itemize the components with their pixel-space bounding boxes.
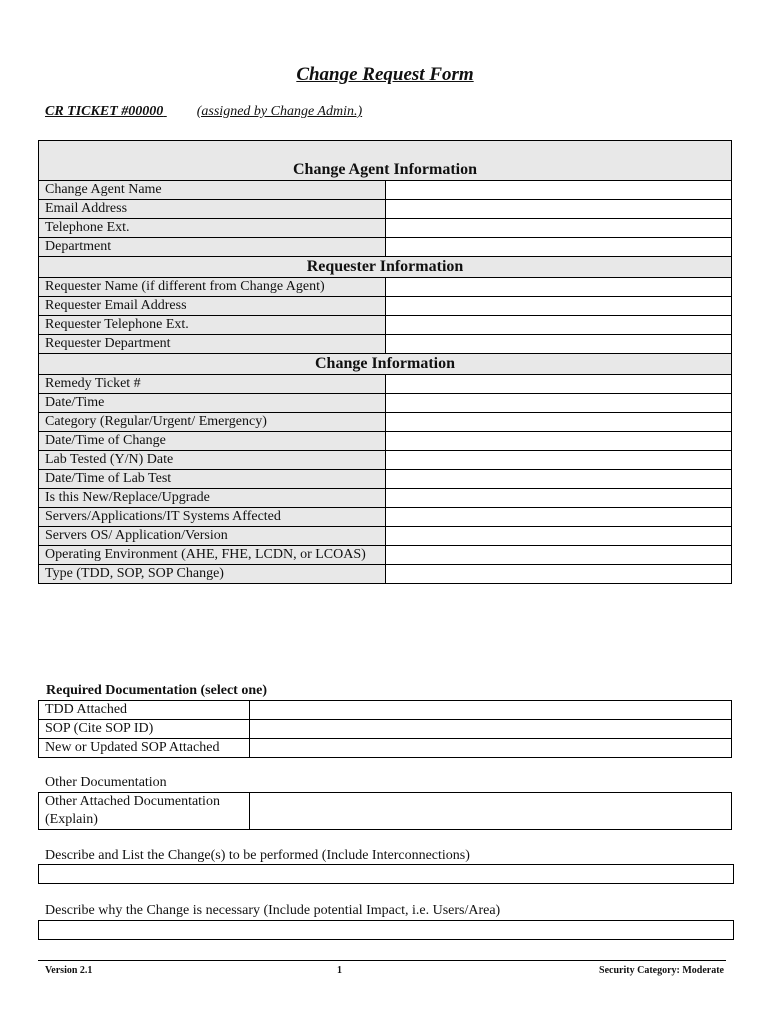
section-heading-requester: Requester Information [39,257,732,278]
telephone-ext-field[interactable] [385,219,732,238]
field-label: Requester Name (if different from Change Agent) [39,278,386,297]
table-row [39,238,732,257]
table-row [39,278,732,297]
field-label: TDD Attached [39,701,250,720]
table-row [39,316,732,335]
table-row [39,451,732,470]
field-label: Remedy Ticket # [39,375,386,394]
ticket-line [45,104,362,120]
department-field[interactable] [385,238,732,257]
email-address-field[interactable] [385,200,732,219]
table-row [39,489,732,508]
date-time-of-change-field[interactable] [385,432,732,451]
field-label: Change Agent Name [39,181,386,200]
change-agent-name-field[interactable] [385,181,732,200]
field-label: Servers OS/ Application/Version [39,527,386,546]
field-label: Date/Time of Lab Test [39,470,386,489]
table-row [39,793,732,830]
change-request-table [38,140,732,584]
table-row [39,720,732,739]
table-row [39,394,732,413]
sop-id-field[interactable] [250,720,732,739]
footer-divider [38,960,726,961]
ticket-note: (assigned by Change Admin.) [196,104,363,119]
lab-test-date-field[interactable] [385,470,732,489]
other-docs-field[interactable] [250,793,732,830]
systems-affected-field[interactable] [385,508,732,527]
table-row [39,375,732,394]
field-label: Email Address [39,200,386,219]
table-row [39,413,732,432]
type-field[interactable] [385,565,732,584]
tdd-attached-field[interactable] [250,701,732,720]
field-label: Other Attached Documentation (Explain) [39,793,250,830]
table-row [39,470,732,489]
table-row [39,297,732,316]
category-field[interactable] [385,413,732,432]
section-heading-change: Change Information [39,354,732,375]
table-row [39,701,732,720]
field-label: Category (Regular/Urgent/ Emergency) [39,413,386,432]
footer-page-number: 1 [337,965,342,976]
field-label: Date/Time [39,394,386,413]
page-title: Change Request Form [296,64,474,85]
table-row [39,181,732,200]
field-label: Servers/Applications/IT Systems Affected [39,508,386,527]
field-label: Requester Telephone Ext. [39,316,386,335]
requester-telephone-field[interactable] [385,316,732,335]
date-time-field[interactable] [385,394,732,413]
table-row [39,200,732,219]
other-docs-heading: Other Documentation [45,775,167,790]
other-docs-table [38,792,732,830]
table-row [39,508,732,527]
footer-version: Version 2.1 [45,965,93,976]
sop-attached-field[interactable] [250,739,732,758]
table-row [39,565,732,584]
field-label: Requester Email Address [39,297,386,316]
requester-name-field[interactable] [385,278,732,297]
requester-email-field[interactable] [385,297,732,316]
describe-change-label: Describe and List the Change(s) to be performed (Include Interconnections) [45,848,470,863]
table-row [39,739,732,758]
field-label: Is this New/Replace/Upgrade [39,489,386,508]
field-label: Telephone Ext. [39,219,386,238]
describe-why-field[interactable] [38,920,734,940]
field-label: New or Updated SOP Attached [39,739,250,758]
field-label: Requester Department [39,335,386,354]
footer-security-category: Security Category: Moderate [599,965,724,976]
field-label: Operating Environment (AHE, FHE, LCDN, or LCOAS) [39,546,386,565]
required-docs-table [38,700,732,758]
describe-why-label: Describe why the Change is necessary (Include potential Impact, i.e. Users/Area) [45,903,501,918]
operating-environment-field[interactable] [385,546,732,565]
lab-tested-field[interactable] [385,451,732,470]
required-docs-heading: Required Documentation (select one) [46,683,267,698]
field-label: Lab Tested (Y/N) Date [39,451,386,470]
describe-change-field[interactable] [38,864,734,884]
field-label: Type (TDD, SOP, SOP Change) [39,565,386,584]
new-replace-upgrade-field[interactable] [385,489,732,508]
table-row [39,335,732,354]
requester-department-field[interactable] [385,335,732,354]
table-row [39,432,732,451]
field-label: Date/Time of Change [39,432,386,451]
table-row [39,546,732,565]
remedy-ticket-field[interactable] [385,375,732,394]
field-label: SOP (Cite SOP ID) [39,720,250,739]
ticket-number: CR TICKET #00000 [45,104,164,119]
section-heading-agent: Change Agent Information [39,141,732,181]
servers-os-field[interactable] [385,527,732,546]
table-row [39,527,732,546]
table-row [39,219,732,238]
field-label: Department [39,238,386,257]
